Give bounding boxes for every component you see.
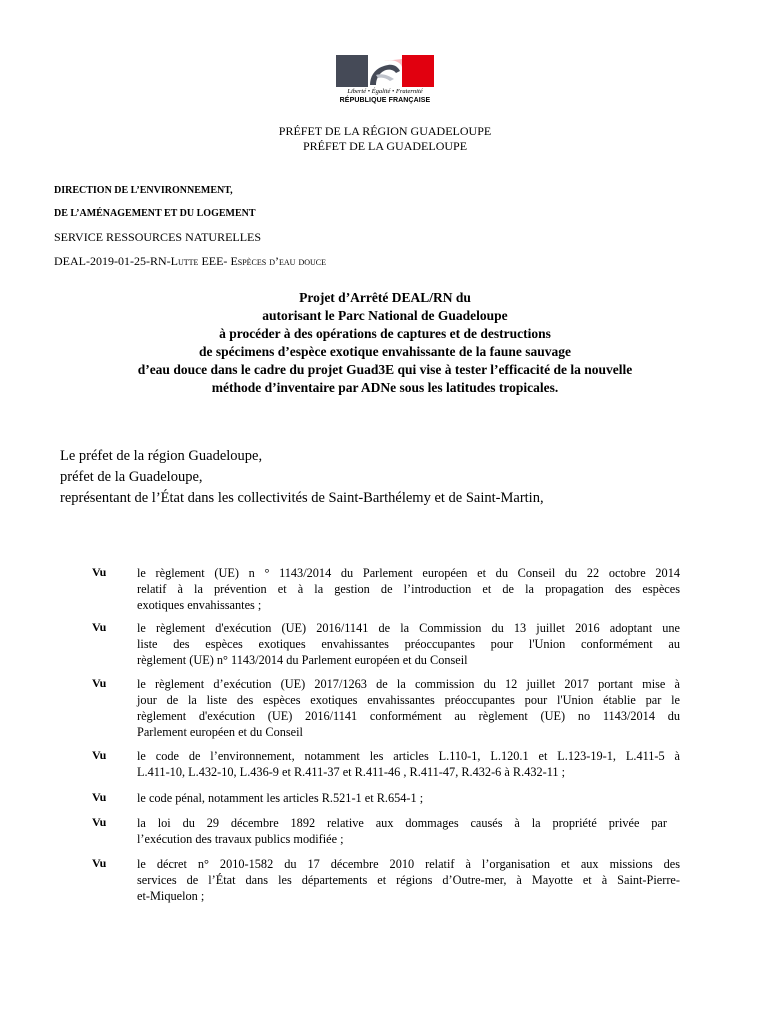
- logo-name: RÉPUBLIQUE FRANÇAISE: [339, 97, 431, 104]
- reference-main: DEAL-2019-01-25-RN-: [54, 254, 171, 268]
- vu-text: [137, 748, 680, 780]
- intro-line: représentant de l’État dans les collectivités de Saint-Barthélemy et de Saint-Martin,: [60, 490, 544, 506]
- title-line: méthode d’inventaire par ADNe sous les latitudes tropicales.: [211, 380, 559, 395]
- vu-text-line: exotiques envahissantes ;: [137, 598, 262, 612]
- reference-small-caps-2: Espèces d’eau douce: [230, 254, 326, 268]
- vu-text: [137, 676, 680, 740]
- prefet-line-department: PRÉFET DE LA GUADELOUPE: [302, 139, 468, 153]
- direction-line-2: DE L’AMÉNAGEMENT ET DU LOGEMENT: [54, 208, 256, 219]
- document-reference: [54, 254, 326, 269]
- vu-label: Vu: [92, 815, 107, 829]
- title-line: à procéder à des opérations de captures et de destructions: [219, 326, 551, 341]
- marianne-logo-icon: [336, 55, 434, 87]
- vu-text: [137, 856, 680, 904]
- vu-text-line: liste des espèces exotiques envahissantes préoccupantes pour l'Union conformément au: [137, 637, 680, 651]
- vu-label: Vu: [92, 790, 107, 804]
- vu-text-line: le règlement d'exécution (UE) 2016/1141 de la Commission du 13 juillet 2016 adoptant une: [137, 621, 680, 635]
- reference-small-caps-1: Lutte: [170, 254, 199, 268]
- vu-text-line: et-Miquelon ;: [137, 889, 205, 903]
- service-name: SERVICE RESSOURCES NATURELLES: [54, 230, 262, 244]
- vu-text: [137, 790, 680, 806]
- republique-francaise-logo: [336, 55, 434, 109]
- intro-line: Le préfet de la région Guadeloupe,: [60, 448, 263, 464]
- direction-line-1: DIRECTION DE L’ENVIRONNEMENT,: [54, 185, 233, 196]
- vu-text-line: L.411-10, L.432-10, L.436-9 et R.411-37 et R.411-46 , R.411-47, R.432-6 à R.432-11 ;: [137, 765, 566, 779]
- vu-text-line: le règlement d’exécution (UE) 2017/1263 de la commission du 12 juillet 2017 portant mise à: [137, 677, 680, 691]
- title-line: d’eau douce dans le cadre du projet Guad3E qui vise à tester l’efficacité de la nouvelle: [137, 362, 633, 377]
- vu-text-line: relatif à la prévention et à la gestion de l’introduction et de la propagation des espèces: [137, 582, 680, 596]
- vu-text-line: Parlement européen et du Conseil: [137, 725, 303, 739]
- reference-mid: EEE-: [198, 254, 231, 268]
- title-line: Projet d’Arrêté DEAL/RN du: [299, 290, 471, 305]
- prefet-intro: [60, 446, 544, 509]
- vu-text-line: l’exécution des travaux publics modifiée ;: [137, 832, 344, 846]
- vu-label: Vu: [92, 856, 107, 870]
- intro-line: préfet de la Guadeloupe,: [60, 469, 203, 485]
- logo-blue-band: [336, 55, 368, 87]
- vu-text-line: règlement (UE) n° 1143/2014 du Parlement européen et du Conseil: [137, 653, 468, 667]
- vu-text-line: le code de l’environnement, notamment les articles L.110-1, L.120.1 et L.123-19-1, L.411-5 à: [137, 749, 680, 763]
- vu-label: Vu: [92, 748, 107, 762]
- vu-text-line: le règlement (UE) n ° 1143/2014 du Parlement européen et du Conseil du 22 octobre 2014: [137, 566, 680, 580]
- vu-text-line: services de l’État dans les départements et régions d’Outre-mer, à Mayotte et à Saint-Pierre-: [137, 873, 680, 887]
- vu-text-line: la loi du 29 décembre 1892 relative aux dommages causés à la propriété privée par: [137, 816, 667, 830]
- vu-text: [137, 620, 680, 668]
- title-line: de spécimens d’espèce exotique envahissante de la faune sauvage: [199, 344, 571, 359]
- prefet-header: [0, 124, 770, 154]
- vu-text-line: jour de la liste des espèces exotiques envahissantes préoccupantes pour l'Union établie par le: [137, 693, 680, 707]
- logo-motto: Liberté • Égalité • Fraternité: [347, 88, 423, 95]
- vu-text-line: le décret n° 2010-1582 du 17 décembre 2010 relatif à l’organisation et aux missions des: [137, 857, 680, 871]
- vu-text: [137, 815, 667, 847]
- vu-label: Vu: [92, 620, 107, 634]
- vu-text-line: le code pénal, notamment les articles R.521-1 et R.654-1 ;: [137, 791, 424, 805]
- vu-label: Vu: [92, 565, 107, 579]
- vu-text-line: règlement d'exécution (UE) 2016/1141 conformément au règlement (UE) no 1143/2014 du: [137, 709, 680, 723]
- title-line: autorisant le Parc National de Guadeloupe: [262, 308, 508, 323]
- vu-text: [137, 565, 680, 613]
- arrete-title: [60, 289, 710, 397]
- logo-red-band: [402, 55, 434, 87]
- vu-label: Vu: [92, 676, 107, 690]
- prefet-line-region: PRÉFET DE LA RÉGION GUADELOUPE: [278, 124, 492, 138]
